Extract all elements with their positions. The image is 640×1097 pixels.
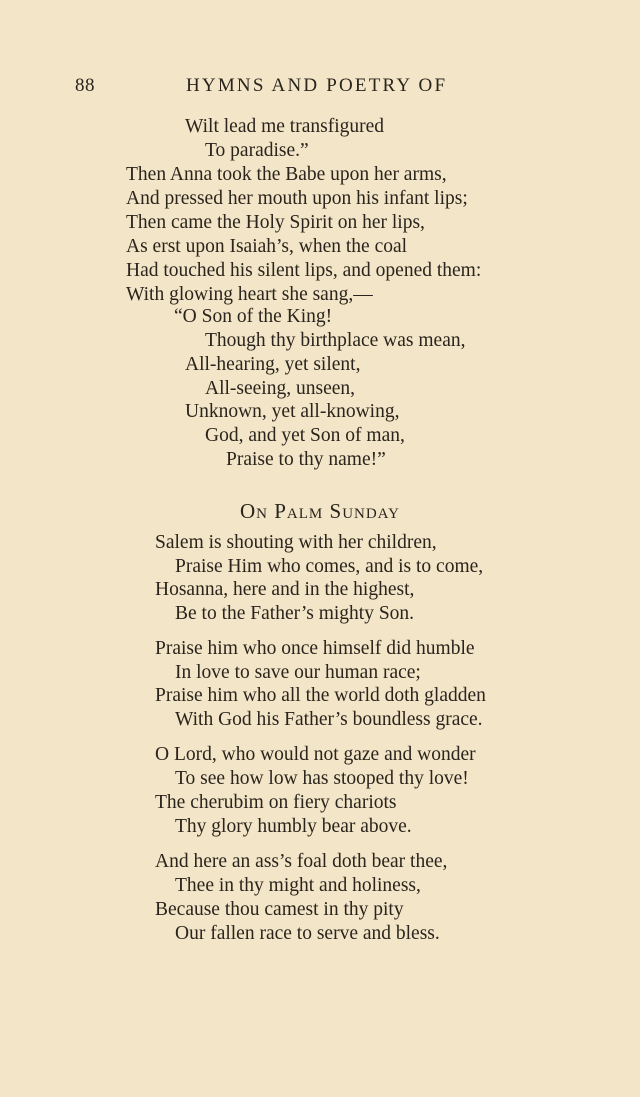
poem-line: Praise Him who comes, and is to come, [175, 556, 484, 577]
poem-line: O Lord, who would not gaze and wonder [155, 744, 476, 765]
poem-line: Thy glory humbly bear above. [175, 816, 412, 837]
poem-line: Praise him who once himself did humble [155, 638, 475, 659]
poem-line: All-seeing, unseen, [205, 378, 356, 399]
poem-line: As erst upon Isaiah’s, when the coal [126, 236, 408, 257]
poem-title: On Palm Sunday [240, 499, 400, 523]
poem-line: To see how low has stooped thy love! [175, 768, 469, 789]
poem-line: Had touched his silent lips, and opened them: [126, 260, 482, 281]
poem-line: Our fallen race to serve and bless. [175, 923, 440, 944]
poem-line: Wilt lead me transfigured [185, 116, 385, 137]
poem-line: Then came the Holy Spirit on her lips, [126, 212, 425, 233]
poem-line: Thee in thy might and holiness, [175, 875, 421, 896]
poem-line: Hosanna, here and in the highest, [155, 579, 415, 600]
poem-line: The cherubim on fiery chariots [155, 792, 397, 813]
poem-line: “O Son of the King! [174, 306, 333, 327]
poem-line: With glowing heart she sang,— [126, 284, 373, 305]
poem-line: With God his Father’s boundless grace. [175, 709, 483, 730]
poem-line: Praise to thy name!” [226, 449, 386, 470]
poem-line: God, and yet Son of man, [205, 425, 405, 446]
page-number: 88 [75, 75, 95, 96]
poem-line: Unknown, yet all-knowing, [185, 401, 400, 422]
poem-line: And here an ass’s foal doth bear thee, [155, 851, 448, 872]
poem-line: Praise him who all the world doth gladden [155, 685, 486, 706]
poem-line: Be to the Father’s mighty Son. [175, 603, 415, 624]
poem-line: And pressed her mouth upon his infant lips; [126, 188, 468, 209]
poem-line: Then Anna took the Babe upon her arms, [126, 164, 447, 185]
poem-line: In love to save our human race; [175, 662, 421, 683]
running-head: HYMNS AND POETRY OF [186, 75, 448, 96]
poem-line: Though thy birthplace was mean, [205, 330, 466, 351]
poem-line: Because thou camest in thy pity [155, 899, 404, 920]
poem-line: Salem is shouting with her children, [155, 532, 437, 553]
poem-line: All-hearing, yet silent, [185, 354, 361, 375]
poem-line: To paradise.” [205, 140, 309, 161]
